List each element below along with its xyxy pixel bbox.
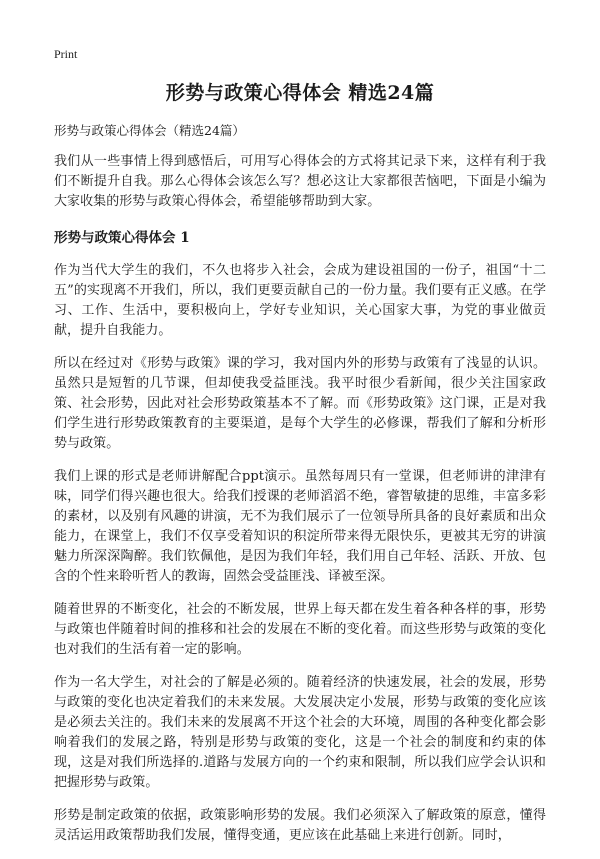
section-heading: 形势与政策心得体会 1 [54, 230, 190, 246]
body-paragraph: 形势是制定政策的依据，政策影响形势的发展。我们必须深入了解政策的原意，懂得灵活运用政策帮助我们发展，懂得变通，更应该在此基础上来进行创新。同时， [54, 808, 546, 843]
body-paragraph: 作为一名大学生，对社会的了解是必须的。随着经济的快速发展，社会的发展，形势与政策的变化也决定着我们的未来发展。大发展决定小发展，形势与政策的变化应该是必须去关注的。我们未来的发展离不开这个社会的大环境，周围的各种变化都会影响着我们的发展之路，特别是形势与政策的变化，这是一个社会的制度和约束的体现，这是对我们所选择的.道路与发展方向的一个约束和限制，所以我们应学会认识和把握形势与政策。 [54, 675, 546, 790]
body-paragraph: 随着世界的不断变化，社会的不断发展，世界上每天都在发生着各种各样的事，形势与政策也伴随着时间的推移和社会的发展在不断的变化着。而这些形势与政策的变化也对我们的生活有着一定的影响。 [54, 602, 546, 657]
document-subtitle: 形势与政策心得体会（精选24篇） [54, 123, 245, 138]
body-paragraph: 我们上课的形式是老师讲解配合ppt演示。虽然每周只有一堂课，但老师讲的津津有味，同学们得兴趣也很大。给我们授课的老师滔滔不绝，睿智敏捷的思维，丰富多彩的素材，以及别有风趣的讲演，无不为我们展示了一位领导所具备的良好素质和出众能力，在课堂上，我们不仅享受着知识的积淀所带来得无限快乐，更被其无穷的讲演魅力所深深陶醉。我们钦佩他，是因为我们年轻，我们用自己年轻、活跃、开放、包含的个性来聆听哲人的教诲，固然会受益匪浅、译被至深。 [54, 469, 546, 584]
document-body [54, 152, 546, 859]
body-paragraph: 作为当代大学生的我们，不久也将步入社会，会成为建设祖国的一份子，祖国“十二五”的实现离不开我们，所以，我们更要贡献自己的一份力量。我们要有正义感。在学习、工作、生活中，要积极向上，学好专业知识，关心国家大事，为党的事业做贡献，提升自我能力。 [54, 263, 546, 338]
body-paragraph: 所以在经过对《形势与政策》课的学习，我对国内外的形势与政策有了浅显的认识。虽然只是短暂的几节课，但却使我受益匪浅。我平时很少看新闻，很少关注国家政策、社会形势，因此对社会形势政策基本不了解。而《形势政策》这门课，正是对我们学生进行形势政策教育的主要渠道，是每个大学生的必修课，帮我们了解和分析形势与政策。 [54, 356, 546, 451]
page-title: 形势与政策心得体会 精选24篇 [165, 82, 435, 104]
print-label: Print [54, 47, 78, 61]
intro-paragraph: 我们从一些事情上得到感悟后，可用写心得体会的方式将其记录下来，这样有利于我们不断提升自我。那么心得体会该怎么写？想必这让大家都很苦恼吧，下面是小编为大家收集的形势与政策心得体会，希望能够帮助到大家。 [54, 154, 546, 209]
